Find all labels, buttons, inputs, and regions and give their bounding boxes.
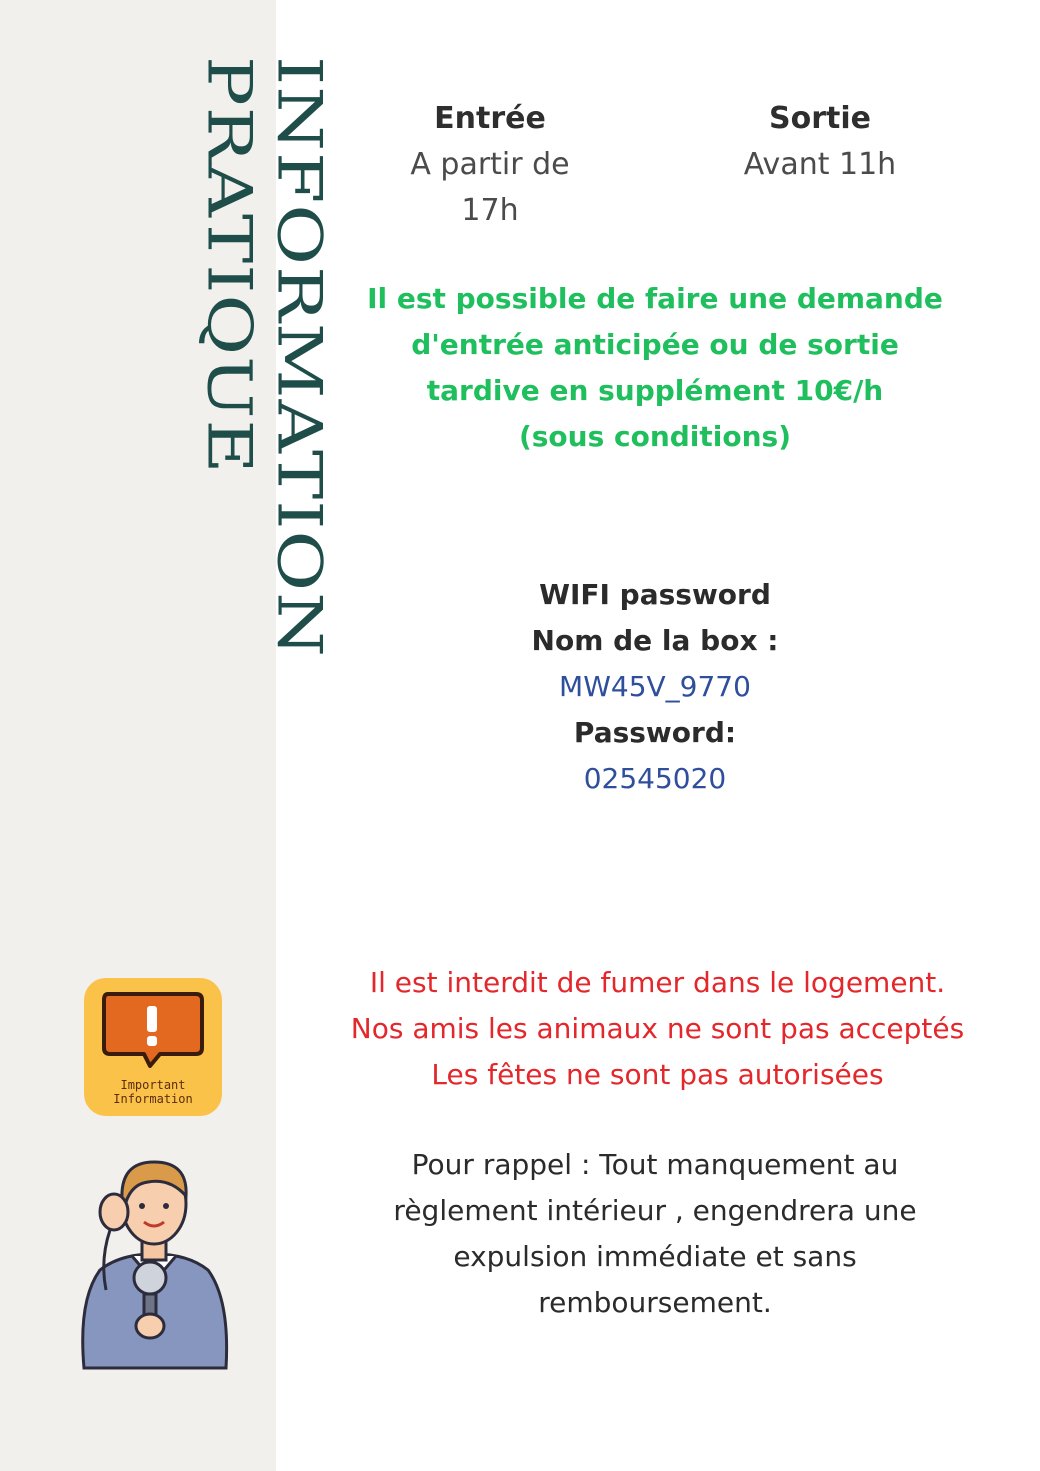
checkout-block bbox=[715, 96, 925, 188]
checkin-heading: Entrée bbox=[434, 101, 546, 136]
reminder-block bbox=[320, 1142, 990, 1326]
rule-no-smoking: Il est interdit de fumer dans le logement. bbox=[369, 966, 946, 999]
reminder-line-4: remboursement. bbox=[538, 1286, 772, 1319]
checkout-time: Avant 11h bbox=[743, 147, 897, 182]
man-with-microphone-illustration bbox=[70, 1150, 240, 1370]
checkin-block bbox=[390, 96, 590, 234]
rule-no-pets: Nos amis les animaux ne sont pas acceptés bbox=[350, 1012, 965, 1045]
wifi-block bbox=[460, 572, 850, 802]
early-late-line-1: Il est possible de faire une demande bbox=[367, 282, 943, 315]
important-information-badge bbox=[84, 978, 222, 1116]
rule-no-parties: Les fêtes ne sont pas autorisées bbox=[431, 1058, 884, 1091]
wifi-password-label: Password: bbox=[573, 716, 737, 749]
page-title-line-1: INFORMATION bbox=[263, 56, 335, 658]
checkout-heading: Sortie bbox=[769, 101, 871, 136]
reminder-line-2: règlement intérieur , engendrera une bbox=[393, 1194, 917, 1227]
checkin-time-line-1: A partir de bbox=[410, 147, 570, 182]
early-late-line-2: d'entrée anticipée ou de sortie bbox=[411, 328, 899, 361]
house-rules bbox=[290, 960, 1025, 1098]
badge-label-line-2: Information bbox=[113, 1092, 193, 1106]
early-late-line-3: tardive en supplément 10€/h bbox=[426, 374, 884, 407]
wifi-box-label: Nom de la box : bbox=[531, 624, 779, 657]
wifi-password: 02545020 bbox=[583, 762, 727, 795]
checkin-time-line-2: 17h bbox=[461, 193, 519, 228]
badge-label bbox=[84, 1078, 222, 1106]
reminder-line-3: expulsion immédiate et sans bbox=[453, 1240, 857, 1273]
page-title-line-2: PRATIQUE bbox=[193, 56, 265, 475]
reminder-line-1: Pour rappel : Tout manquement au bbox=[411, 1148, 899, 1181]
wifi-heading: WIFI password bbox=[539, 578, 771, 611]
badge-label-line-1: Important bbox=[120, 1078, 186, 1092]
wifi-box-name: MW45V_9770 bbox=[559, 670, 751, 703]
early-late-line-4: (sous conditions) bbox=[518, 420, 792, 453]
early-late-notice bbox=[340, 276, 970, 460]
